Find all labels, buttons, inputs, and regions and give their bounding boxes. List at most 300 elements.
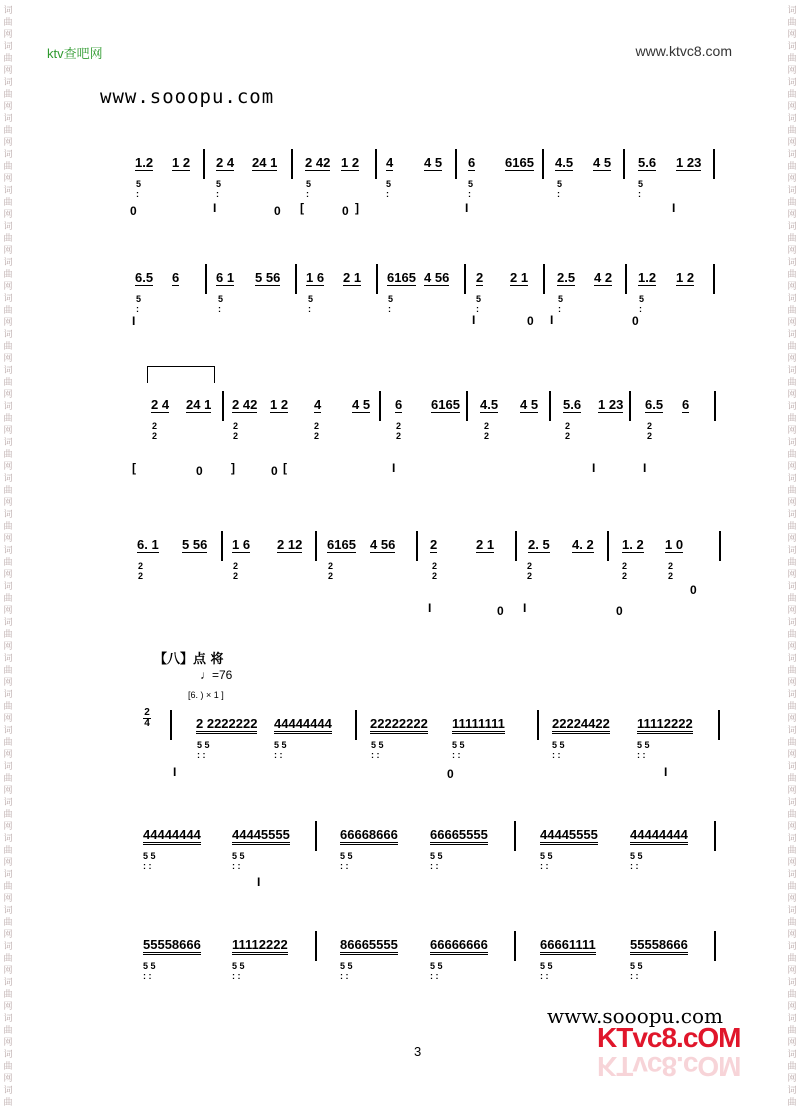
notation-note: 66668666 — [340, 827, 398, 845]
bass-note: 5 — [386, 179, 392, 189]
tempo-marking: ♩=76 — [200, 668, 233, 682]
barline — [455, 149, 457, 179]
margin-watermark-char: 曲 — [787, 954, 797, 964]
margin-watermark-char: 词 — [787, 366, 797, 376]
bass-dot: 2 — [138, 571, 144, 581]
barline — [718, 710, 720, 740]
margin-watermark-char: 词 — [787, 438, 797, 448]
notation-note: 5.6 — [563, 397, 582, 412]
bass-note: 5 5 — [232, 961, 245, 971]
margin-watermark-char: 词 — [3, 78, 13, 88]
margin-watermark-char: 曲 — [3, 522, 13, 532]
notation-note: 2 4 — [151, 397, 170, 412]
margin-watermark-char: 词 — [787, 78, 797, 88]
notation-note: 6165 — [431, 397, 460, 412]
bass-note: 2 — [484, 421, 490, 431]
bass-note: 2 — [138, 561, 144, 571]
bass-dot: 2 — [432, 571, 438, 581]
margin-watermark-char: 网 — [3, 246, 13, 256]
margin-watermark-char: 网 — [787, 642, 797, 652]
margin-watermark-char: 词 — [787, 1050, 797, 1060]
margin-watermark-char: 网 — [3, 606, 13, 616]
margin-watermark-char: 词 — [787, 330, 797, 340]
notation-note: 44444444 — [274, 716, 332, 734]
notation-note: 5.6 — [638, 155, 657, 170]
site-name-left[interactable]: ktv查吧网 — [47, 46, 103, 61]
margin-watermark-char: 网 — [787, 102, 797, 112]
margin-watermark-char: 曲 — [3, 702, 13, 712]
margin-watermark-char: 词 — [3, 6, 13, 16]
margin-watermark-char: 网 — [787, 858, 797, 868]
barline — [713, 149, 715, 179]
margin-watermark-char: 网 — [787, 318, 797, 328]
bass-note: 5 — [306, 179, 312, 189]
margin-watermark-char: 词 — [3, 906, 13, 916]
notation-note: 44445555 — [540, 827, 598, 845]
bass-note: 2 — [152, 421, 158, 431]
margin-watermark-char: 网 — [3, 174, 13, 184]
bass-note: 5 5 — [143, 851, 156, 861]
bass-note: 5 — [558, 294, 564, 304]
bass-dot: 2 — [233, 571, 239, 581]
barline — [543, 264, 545, 294]
margin-watermark-char: 曲 — [787, 1062, 797, 1072]
bass-dot: 2 — [668, 571, 674, 581]
bass-dot: : : — [340, 971, 349, 981]
notation-note: 5 56 — [255, 270, 281, 285]
barline — [376, 264, 378, 294]
bass-note: 2 — [328, 561, 334, 571]
margin-watermark-char: 词 — [3, 438, 13, 448]
margin-watermark-char: 网 — [787, 30, 797, 40]
notation-note: 2 12 — [277, 537, 303, 552]
percussion-mark: 0 — [130, 204, 137, 218]
barline — [714, 821, 716, 851]
time-signature — [143, 708, 151, 729]
margin-watermark-char: 词 — [3, 258, 13, 268]
barline — [221, 531, 223, 561]
margin-watermark-char: 词 — [3, 330, 13, 340]
barline — [514, 931, 516, 961]
bass-dot: 2 — [152, 431, 158, 441]
margin-watermark-char: 曲 — [787, 270, 797, 280]
barline — [379, 391, 381, 421]
margin-watermark-char: 词 — [3, 366, 13, 376]
margin-watermark-char: 曲 — [787, 990, 797, 1000]
notation-note: 4 5 — [593, 155, 612, 170]
margin-watermark-char: 曲 — [3, 342, 13, 352]
bass-note: 2 — [622, 561, 628, 571]
margin-watermark-char: 网 — [3, 750, 13, 760]
barline — [537, 710, 539, 740]
margin-watermark-char: 曲 — [787, 594, 797, 604]
notation-note: 4 — [386, 155, 394, 170]
barline — [205, 264, 207, 294]
bass-note: 5 5 — [197, 740, 210, 750]
margin-watermark-char: 网 — [787, 894, 797, 904]
bass-dot: : : — [340, 861, 349, 871]
bass-dot: : : — [540, 971, 549, 981]
bass-note: 5 5 — [143, 961, 156, 971]
percussion-mark: 0 — [632, 314, 639, 328]
margin-watermark-char: 网 — [787, 930, 797, 940]
bass-note: 2 — [432, 561, 438, 571]
barline — [549, 391, 551, 421]
margin-watermark-char: 词 — [3, 798, 13, 808]
bass-note: 5 — [638, 179, 644, 189]
bass-dot: 2 — [328, 571, 334, 581]
margin-watermark-char: 曲 — [787, 486, 797, 496]
margin-watermark-char: 词 — [787, 762, 797, 772]
margin-watermark-char: 曲 — [787, 846, 797, 856]
margin-watermark-char: 曲 — [787, 630, 797, 640]
notation-note: 4 5 — [424, 155, 443, 170]
margin-watermark-char: 曲 — [787, 1026, 797, 1036]
percussion-mark: [ — [283, 461, 287, 475]
margin-watermark-char: 词 — [3, 762, 13, 772]
bass-dot: 2 — [314, 431, 320, 441]
margin-watermark-char: 曲 — [3, 630, 13, 640]
percussion-mark: ] — [231, 461, 235, 475]
margin-watermark-char: 曲 — [787, 882, 797, 892]
margin-watermark-char: 词 — [787, 258, 797, 268]
margin-watermark-char: 曲 — [787, 234, 797, 244]
margin-watermark-char: 曲 — [787, 414, 797, 424]
margin-watermark-char: 网 — [3, 858, 13, 868]
barline — [623, 149, 625, 179]
margin-watermark-char: 曲 — [787, 54, 797, 64]
notation-note: 4 56 — [370, 537, 396, 552]
repeat-hint: [6. ) × 1 ] — [188, 690, 224, 700]
notation-note: 4 2 — [594, 270, 613, 285]
notation-note: 44444444 — [630, 827, 688, 845]
bass-dot: : : — [430, 971, 439, 981]
bass-note: 2 — [396, 421, 402, 431]
margin-watermark-char: 网 — [787, 966, 797, 976]
bass-dot: : : — [630, 971, 639, 981]
notation-note: 4.5 — [480, 397, 499, 412]
notation-note: 6 — [682, 397, 690, 412]
notation-note: 5 56 — [182, 537, 208, 552]
notation-note: 6 — [395, 397, 403, 412]
barline — [714, 931, 716, 961]
margin-watermark-char: 网 — [787, 390, 797, 400]
barline — [416, 531, 418, 561]
bass-dot: : : — [232, 971, 241, 981]
margin-watermark-char: 词 — [3, 510, 13, 520]
margin-watermark-char: 词 — [3, 1050, 13, 1060]
notation-note: 1 23 — [598, 397, 624, 412]
bass-note: 2 — [647, 421, 653, 431]
bass-dot: : — [638, 189, 641, 199]
margin-watermark-char: 曲 — [3, 414, 13, 424]
notation-note: 6.5 — [135, 270, 154, 285]
margin-watermark-char: 词 — [787, 654, 797, 664]
bass-dot: : — [306, 189, 309, 199]
notation-note: 2 2222222 — [196, 716, 257, 734]
margin-watermark-char: 网 — [787, 1002, 797, 1012]
barline — [203, 149, 205, 179]
margin-watermark-char: 词 — [3, 1086, 13, 1096]
margin-watermark-char: 网 — [787, 570, 797, 580]
barline — [542, 149, 544, 179]
barline — [719, 531, 721, 561]
margin-watermark-char: 网 — [3, 642, 13, 652]
percussion-mark: 0 — [527, 314, 534, 328]
notation-note: 11112222 — [637, 716, 693, 734]
percussion-mark: 0 — [690, 583, 697, 597]
margin-watermark-char: 曲 — [3, 990, 13, 1000]
notation-note: 1.2 — [638, 270, 657, 285]
margin-watermark-char: 网 — [787, 678, 797, 688]
bass-note: 5 5 — [430, 851, 443, 861]
bass-note: 5 5 — [340, 961, 353, 971]
margin-watermark-char: 词 — [3, 618, 13, 628]
margin-watermark-char: 曲 — [787, 774, 797, 784]
margin-watermark-char: 词 — [787, 222, 797, 232]
bass-dot: : : — [630, 861, 639, 871]
percussion-mark: I — [664, 765, 668, 779]
bass-dot: : : — [143, 861, 152, 871]
margin-watermark-char: 词 — [3, 294, 13, 304]
bass-note: 5 5 — [630, 851, 643, 861]
percussion-mark: 0 — [274, 204, 281, 218]
percussion-mark: [ — [300, 201, 304, 215]
margin-watermark-char: 曲 — [3, 450, 13, 460]
margin-watermark-char: 曲 — [3, 270, 13, 280]
notation-note: 11111111 — [452, 716, 505, 734]
barline — [222, 391, 224, 421]
margin-watermark-char: 网 — [3, 966, 13, 976]
margin-watermark-char: 词 — [787, 798, 797, 808]
margin-watermark-char: 词 — [787, 474, 797, 484]
margin-watermark-char: 曲 — [3, 774, 13, 784]
margin-watermark-char: 词 — [3, 546, 13, 556]
margin-watermark-char: 曲 — [3, 162, 13, 172]
margin-watermark-char: 曲 — [787, 918, 797, 928]
bass-note: 2 — [668, 561, 674, 571]
percussion-mark: 0 — [342, 204, 349, 218]
margin-watermark-char: 词 — [3, 870, 13, 880]
barline — [464, 264, 466, 294]
bass-note: 5 5 — [540, 961, 553, 971]
margin-watermark-char: 曲 — [787, 18, 797, 28]
margin-watermark-char: 曲 — [787, 810, 797, 820]
margin-watermark-char: 网 — [3, 1038, 13, 1048]
margin-watermark-char: 网 — [3, 390, 13, 400]
bass-dot: : : — [552, 750, 561, 760]
score-source-url: www.sooopu.com — [100, 86, 275, 108]
margin-watermark-char: 网 — [3, 714, 13, 724]
margin-watermark-char: 词 — [787, 690, 797, 700]
margin-watermark-char: 网 — [787, 498, 797, 508]
margin-watermark-char: 网 — [3, 786, 13, 796]
barline — [515, 531, 517, 561]
margin-watermark-char: 曲 — [3, 198, 13, 208]
margin-watermark-char: 曲 — [3, 810, 13, 820]
margin-watermark-char: 网 — [3, 678, 13, 688]
margin-watermark-char: 网 — [3, 30, 13, 40]
notation-note: 2. 5 — [528, 537, 550, 552]
margin-watermark-char: 词 — [3, 222, 13, 232]
bass-note: 2 — [527, 561, 533, 571]
margin-watermark-char: 网 — [787, 606, 797, 616]
margin-watermark-char: 词 — [3, 114, 13, 124]
bass-note: 5 5 — [630, 961, 643, 971]
notation-note: 22224422 — [552, 716, 610, 734]
margin-watermark-char: 曲 — [3, 1062, 13, 1072]
page-number: 3 — [414, 1044, 422, 1059]
margin-watermark-char: 曲 — [3, 594, 13, 604]
notation-note: 6. 1 — [137, 537, 159, 552]
margin-watermark-char: 词 — [3, 1014, 13, 1024]
notation-note: 2.5 — [557, 270, 576, 285]
bass-dot: : : — [637, 750, 646, 760]
margin-watermark-char: 词 — [3, 150, 13, 160]
bass-dot: : — [136, 304, 139, 314]
margin-watermark-char: 网 — [787, 462, 797, 472]
right-margin-watermark — [784, 0, 800, 1110]
margin-watermark-char: 曲 — [787, 126, 797, 136]
notation-note: 4 5 — [520, 397, 539, 412]
margin-watermark-char: 网 — [3, 534, 13, 544]
percussion-mark: I — [550, 313, 554, 327]
margin-watermark-char: 曲 — [787, 342, 797, 352]
bass-dot: 2 — [233, 431, 239, 441]
notation-note: 2 42 — [232, 397, 258, 412]
margin-watermark-char: 曲 — [3, 846, 13, 856]
notation-note: 6165 — [327, 537, 356, 552]
margin-watermark-char: 词 — [3, 186, 13, 196]
percussion-mark: ] — [355, 201, 359, 215]
margin-watermark-char: 曲 — [787, 162, 797, 172]
barline — [514, 821, 516, 851]
site-url-right[interactable]: www.ktvc8.com — [635, 43, 732, 59]
bass-dot: 2 — [622, 571, 628, 581]
notation-note: 2 4 — [216, 155, 235, 170]
bass-dot: : : — [143, 971, 152, 981]
margin-watermark-char: 词 — [3, 834, 13, 844]
bass-dot: : — [639, 304, 642, 314]
bass-note: 5 5 — [340, 851, 353, 861]
notation-note: 44444444 — [143, 827, 201, 845]
barline — [170, 710, 172, 740]
percussion-mark: I — [213, 201, 217, 215]
barline — [714, 391, 716, 421]
margin-watermark-char: 词 — [787, 150, 797, 160]
margin-watermark-char: 曲 — [787, 738, 797, 748]
percussion-mark: 0 — [447, 767, 454, 781]
watermark-logo-reflection: KTvc8.cOM — [597, 1051, 741, 1082]
percussion-mark: I — [672, 201, 676, 215]
bass-dot: : — [388, 304, 391, 314]
margin-watermark-char: 网 — [787, 1074, 797, 1084]
bass-note: 5 — [468, 179, 474, 189]
barline — [315, 531, 317, 561]
margin-watermark-char: 网 — [787, 174, 797, 184]
notation-note: 4 56 — [424, 270, 450, 285]
margin-watermark-char: 曲 — [787, 1098, 797, 1108]
notation-note: 1 2 — [172, 155, 191, 170]
margin-watermark-char: 网 — [787, 66, 797, 76]
margin-watermark-char: 词 — [787, 510, 797, 520]
margin-watermark-char: 词 — [787, 618, 797, 628]
barline — [291, 149, 293, 179]
margin-watermark-char: 词 — [787, 1014, 797, 1024]
watermark-url: www.sooopu.com — [547, 1004, 723, 1028]
percussion-mark: I — [643, 461, 647, 475]
margin-watermark-char: 网 — [3, 498, 13, 508]
notation-note: 4 — [314, 397, 322, 412]
margin-watermark-char: 词 — [787, 834, 797, 844]
margin-watermark-char: 曲 — [787, 702, 797, 712]
margin-watermark-char: 曲 — [3, 378, 13, 388]
margin-watermark-char: 词 — [787, 42, 797, 52]
percussion-mark: 0 — [196, 464, 203, 478]
notation-note: 66665555 — [430, 827, 488, 845]
margin-watermark-char: 曲 — [787, 306, 797, 316]
bass-note: 5 — [216, 179, 222, 189]
notation-note: 4.5 — [555, 155, 574, 170]
margin-watermark-char: 网 — [787, 138, 797, 148]
margin-watermark-char: 曲 — [787, 198, 797, 208]
notation-note: 6 1 — [216, 270, 235, 285]
bass-dot: : — [558, 304, 561, 314]
margin-watermark-char: 词 — [787, 186, 797, 196]
notation-note: 66661111 — [540, 937, 596, 955]
margin-watermark-char: 曲 — [3, 90, 13, 100]
barline — [315, 931, 317, 961]
notation-note: 1 6 — [232, 537, 251, 552]
margin-watermark-char: 曲 — [3, 54, 13, 64]
notation-note: 2 — [476, 270, 484, 285]
notation-note: 2 1 — [343, 270, 362, 285]
bass-note: 5 — [308, 294, 314, 304]
notation-note: 11112222 — [232, 937, 288, 955]
margin-watermark-char: 网 — [3, 102, 13, 112]
notation-note: 6.5 — [645, 397, 664, 412]
margin-watermark-char: 网 — [3, 1002, 13, 1012]
bass-dot: : — [476, 304, 479, 314]
margin-watermark-char: 曲 — [787, 666, 797, 676]
margin-watermark-char: 词 — [3, 690, 13, 700]
bass-dot: : : — [452, 750, 461, 760]
notation-note: 6 — [468, 155, 476, 170]
bass-dot: 2 — [647, 431, 653, 441]
barline — [625, 264, 627, 294]
notation-note: 2 — [430, 537, 438, 552]
bass-note: 2 — [565, 421, 571, 431]
margin-watermark-char: 网 — [3, 426, 13, 436]
bass-note: 5 5 — [552, 740, 565, 750]
notation-note: 1 6 — [306, 270, 325, 285]
margin-watermark-char: 网 — [787, 354, 797, 364]
margin-watermark-char: 网 — [787, 750, 797, 760]
margin-watermark-char: 词 — [3, 654, 13, 664]
barline — [629, 391, 631, 421]
percussion-mark: [ — [132, 461, 136, 475]
margin-watermark-char: 曲 — [3, 486, 13, 496]
margin-watermark-char: 曲 — [3, 882, 13, 892]
margin-watermark-char: 网 — [3, 822, 13, 832]
margin-watermark-char: 网 — [3, 282, 13, 292]
bass-note: 5 — [136, 179, 142, 189]
margin-watermark-char: 曲 — [3, 558, 13, 568]
margin-watermark-char: 曲 — [787, 522, 797, 532]
barline — [466, 391, 468, 421]
notation-note: 1 0 — [665, 537, 684, 552]
margin-watermark-char: 网 — [3, 318, 13, 328]
